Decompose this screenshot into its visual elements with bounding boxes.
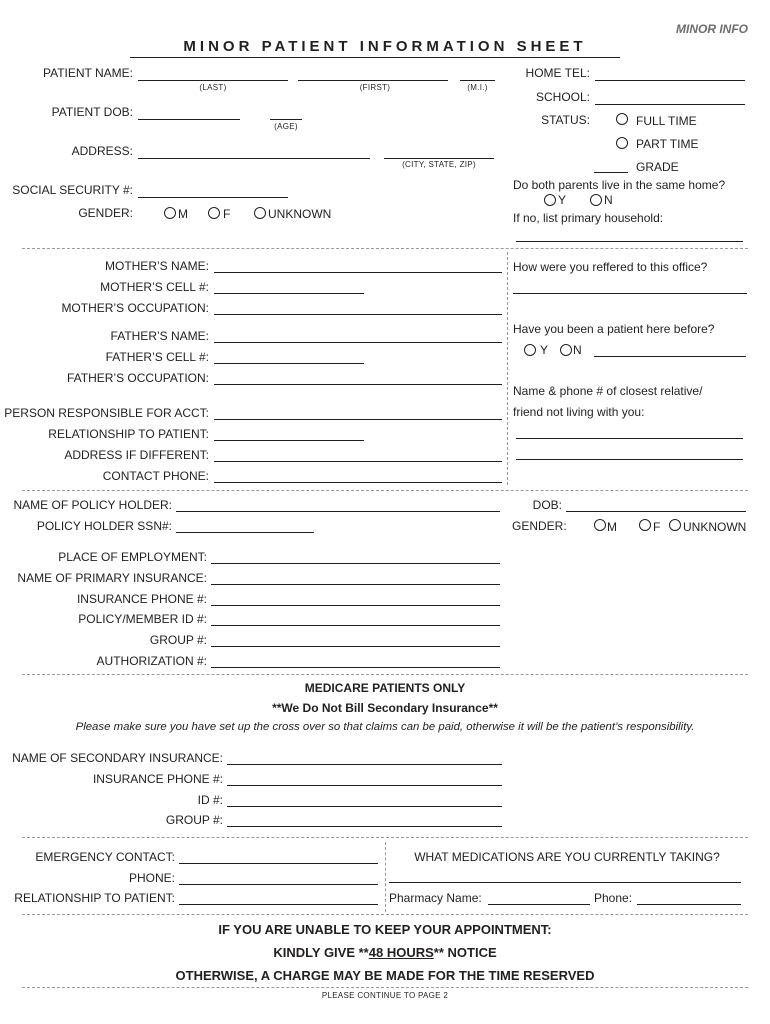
parents-question: Do both parents live in the same home? [513, 178, 726, 192]
policy-holder-label: NAME OF POLICY HOLDER: [13, 498, 172, 512]
patient-before-question: Have you been a patient here before? [513, 322, 715, 336]
pharmacy-phone-field[interactable] [637, 904, 741, 905]
title-underline [130, 57, 620, 58]
father-cell-field[interactable] [214, 363, 364, 364]
medicare-heading: MEDICARE PATIENTS ONLY [304, 681, 466, 695]
holder-dob-field[interactable] [566, 511, 746, 512]
page-title: MINOR PATIENT INFORMATION SHEET [183, 38, 587, 55]
parents-no-label: N [604, 193, 613, 207]
member-id-field[interactable] [211, 625, 500, 626]
secondary-phone-field[interactable] [227, 785, 502, 786]
part-time-radio[interactable] [616, 137, 628, 149]
patient-dob-field[interactable] [138, 119, 240, 120]
holder-gender-f-label: F [653, 520, 661, 534]
primary-insurance-label: NAME OF PRIMARY INSURANCE: [17, 571, 207, 585]
gender-m-label: M [178, 207, 188, 221]
gender-f-radio[interactable] [208, 207, 220, 219]
medicare-note: Please make sure you have set up the cross over so that claims can be paid, otherwise it will be the patient’s responsibility. [75, 721, 695, 733]
full-time-radio[interactable] [616, 113, 628, 125]
grade-label: GRADE [636, 160, 679, 174]
patient-last-name-field[interactable] [138, 80, 288, 81]
primary-insurance-field[interactable] [211, 584, 500, 585]
group-field[interactable] [211, 646, 500, 647]
parents-yes-radio[interactable] [544, 194, 556, 206]
secondary-insurance-field[interactable] [227, 764, 502, 765]
patient-before-no-label: N [573, 343, 582, 357]
emergency-relationship-label: RELATIONSHIP TO PATIENT: [14, 891, 175, 905]
gender-unknown-radio[interactable] [254, 207, 266, 219]
home-tel-label: HOME TEL: [525, 66, 590, 80]
father-occupation-label: FATHER’S OCCUPATION: [66, 371, 209, 385]
section-divider [22, 490, 748, 491]
school-label: SCHOOL: [535, 90, 590, 104]
ssn-label: SOCIAL SECURITY #: [12, 183, 133, 197]
father-name-field[interactable] [214, 342, 502, 343]
mother-cell-label: MOTHER’S CELL #: [100, 280, 209, 294]
part-time-label: PART TIME [636, 137, 699, 151]
last-name-caption: (LAST) [199, 83, 227, 92]
responsible-field[interactable] [214, 419, 502, 420]
holder-gender-m-radio[interactable] [594, 519, 606, 531]
patient-name-label: PATIENT NAME: [42, 66, 133, 80]
gender-unknown-label: UNKNOWN [268, 207, 332, 221]
patient-before-no-radio[interactable] [560, 344, 572, 356]
cancellation-notice-1: IF YOU ARE UNABLE TO KEEP YOUR APPOINTMENT: [218, 922, 552, 937]
secondary-id-label: ID #: [197, 793, 223, 807]
household-label: If no, list primary household: [513, 211, 664, 225]
section-divider [22, 837, 748, 838]
parents-no-radio[interactable] [590, 194, 602, 206]
emergency-contact-field[interactable] [179, 863, 378, 864]
father-cell-label: FATHER’S CELL #: [105, 350, 209, 364]
mother-occupation-field[interactable] [214, 314, 502, 315]
patient-before-yes-radio[interactable] [524, 344, 536, 356]
ssn-field[interactable] [138, 197, 288, 198]
pharmacy-name-field[interactable] [488, 904, 590, 905]
column-divider [507, 252, 508, 485]
authorization-field[interactable] [211, 667, 500, 668]
insurance-phone-label: INSURANCE PHONE #: [76, 592, 207, 606]
grade-field[interactable] [594, 172, 628, 173]
patient-dob-label: PATIENT DOB: [51, 105, 133, 119]
mi-caption: (M.I.) [467, 83, 488, 92]
referred-field[interactable] [513, 293, 747, 294]
household-field[interactable] [516, 241, 743, 242]
section-divider [22, 674, 748, 675]
contact-phone-label: CONTACT PHONE: [102, 469, 209, 483]
notice-hours: 48 HOURS [368, 945, 434, 960]
holder-ssn-field[interactable] [176, 532, 314, 533]
continue-note: PLEASE CONTINUE TO PAGE 2 [321, 991, 449, 1000]
full-time-label: FULL TIME [636, 114, 697, 128]
medications-question: WHAT MEDICATIONS ARE YOU CURRENTLY TAKING? [414, 850, 720, 864]
father-name-label: FATHER’S NAME: [110, 329, 209, 343]
emergency-contact-label: EMERGENCY CONTACT: [35, 850, 175, 864]
holder-gender-unknown-radio[interactable] [669, 519, 681, 531]
holder-gender-f-radio[interactable] [639, 519, 651, 531]
section-divider [22, 987, 748, 988]
patient-age-field[interactable] [270, 119, 302, 120]
insurance-phone-field[interactable] [211, 605, 500, 606]
address-label: ADDRESS: [71, 144, 133, 158]
secondary-group-field[interactable] [227, 826, 502, 827]
mother-occupation-label: MOTHER’S OCCUPATION: [61, 301, 209, 315]
emergency-relationship-field[interactable] [179, 904, 378, 905]
holder-ssn-label: POLICY HOLDER SSN#: [36, 519, 172, 533]
father-occupation-field[interactable] [214, 384, 502, 385]
emergency-phone-label: PHONE: [128, 871, 175, 885]
group-label: GROUP #: [149, 633, 207, 647]
relative-label-2: friend not living with you: [513, 405, 645, 419]
holder-gender-label: GENDER: [512, 519, 567, 533]
address-different-field[interactable] [214, 461, 502, 462]
patient-before-yes-label: Y [540, 343, 549, 357]
address-city-field[interactable] [384, 158, 494, 159]
status-label: STATUS: [541, 113, 590, 127]
school-field[interactable] [595, 104, 745, 105]
notice-suffix: ** NOTICE [433, 945, 497, 960]
mother-name-field[interactable] [214, 272, 502, 273]
responsible-label: PERSON RESPONSIBLE FOR ACCT: [4, 406, 209, 420]
patient-before-field[interactable] [594, 356, 746, 357]
address-street-field[interactable] [138, 158, 370, 159]
address-different-label: ADDRESS IF DIFFERENT: [64, 448, 209, 462]
age-caption: (AGE) [274, 122, 298, 131]
gender-label: GENDER: [78, 206, 133, 220]
notice-prefix: KINDLY GIVE ** [273, 945, 369, 960]
pharmacy-name-label: Pharmacy Name: [389, 891, 482, 905]
city-caption: (CITY, STATE, ZIP) [402, 160, 476, 169]
patient-mi-field[interactable] [460, 80, 495, 81]
relative-field-1[interactable] [516, 438, 743, 439]
holder-gender-m-label: M [607, 520, 617, 534]
parents-yes-label: Y [558, 193, 567, 207]
patient-first-name-field[interactable] [298, 80, 448, 81]
employment-field[interactable] [211, 563, 500, 564]
secondary-id-field[interactable] [227, 806, 502, 807]
relationship-field[interactable] [214, 440, 364, 441]
secondary-phone-label: INSURANCE PHONE #: [92, 772, 223, 786]
relative-label-1: Name & phone # of closest relative/ [513, 384, 703, 398]
mother-cell-field[interactable] [214, 293, 364, 294]
holder-gender-unknown-label: UNKNOWN [683, 520, 747, 534]
pharmacy-phone-label: Phone: [594, 891, 633, 905]
home-tel-field[interactable] [595, 80, 745, 81]
contact-phone-field[interactable] [214, 482, 502, 483]
secondary-group-label: GROUP #: [165, 813, 223, 827]
gender-m-radio[interactable] [164, 207, 176, 219]
relative-field-2[interactable] [516, 459, 743, 460]
first-name-caption: (FIRST) [359, 83, 391, 92]
cancellation-notice-2 [0, 945, 770, 960]
policy-holder-field[interactable] [176, 511, 500, 512]
secondary-insurance-label: NAME OF SECONDARY INSURANCE: [12, 751, 223, 765]
section-divider [22, 914, 748, 915]
gender-f-label: F [223, 207, 231, 221]
section-divider [22, 248, 748, 249]
referred-question: How were you reffered to this office? [513, 260, 708, 274]
authorization-label: AUTHORIZATION #: [96, 654, 207, 668]
form-code-label: MINOR INFO [676, 22, 748, 36]
holder-dob-label: DOB: [532, 498, 562, 512]
medications-field[interactable] [389, 882, 741, 883]
medicare-subheading: **We Do Not Bill Secondary Insurance** [272, 701, 498, 715]
member-id-label: POLICY/MEMBER ID #: [78, 612, 207, 626]
mother-name-label: MOTHER’S NAME: [104, 259, 209, 273]
employment-label: PLACE OF EMPLOYMENT: [58, 550, 207, 564]
relationship-label: RELATIONSHIP TO PATIENT: [48, 427, 209, 441]
emergency-phone-field[interactable] [179, 884, 378, 885]
column-divider [385, 842, 386, 912]
cancellation-notice-3: OTHERWISE, A CHARGE MAY BE MADE FOR THE TIME RESERVED [175, 968, 595, 983]
